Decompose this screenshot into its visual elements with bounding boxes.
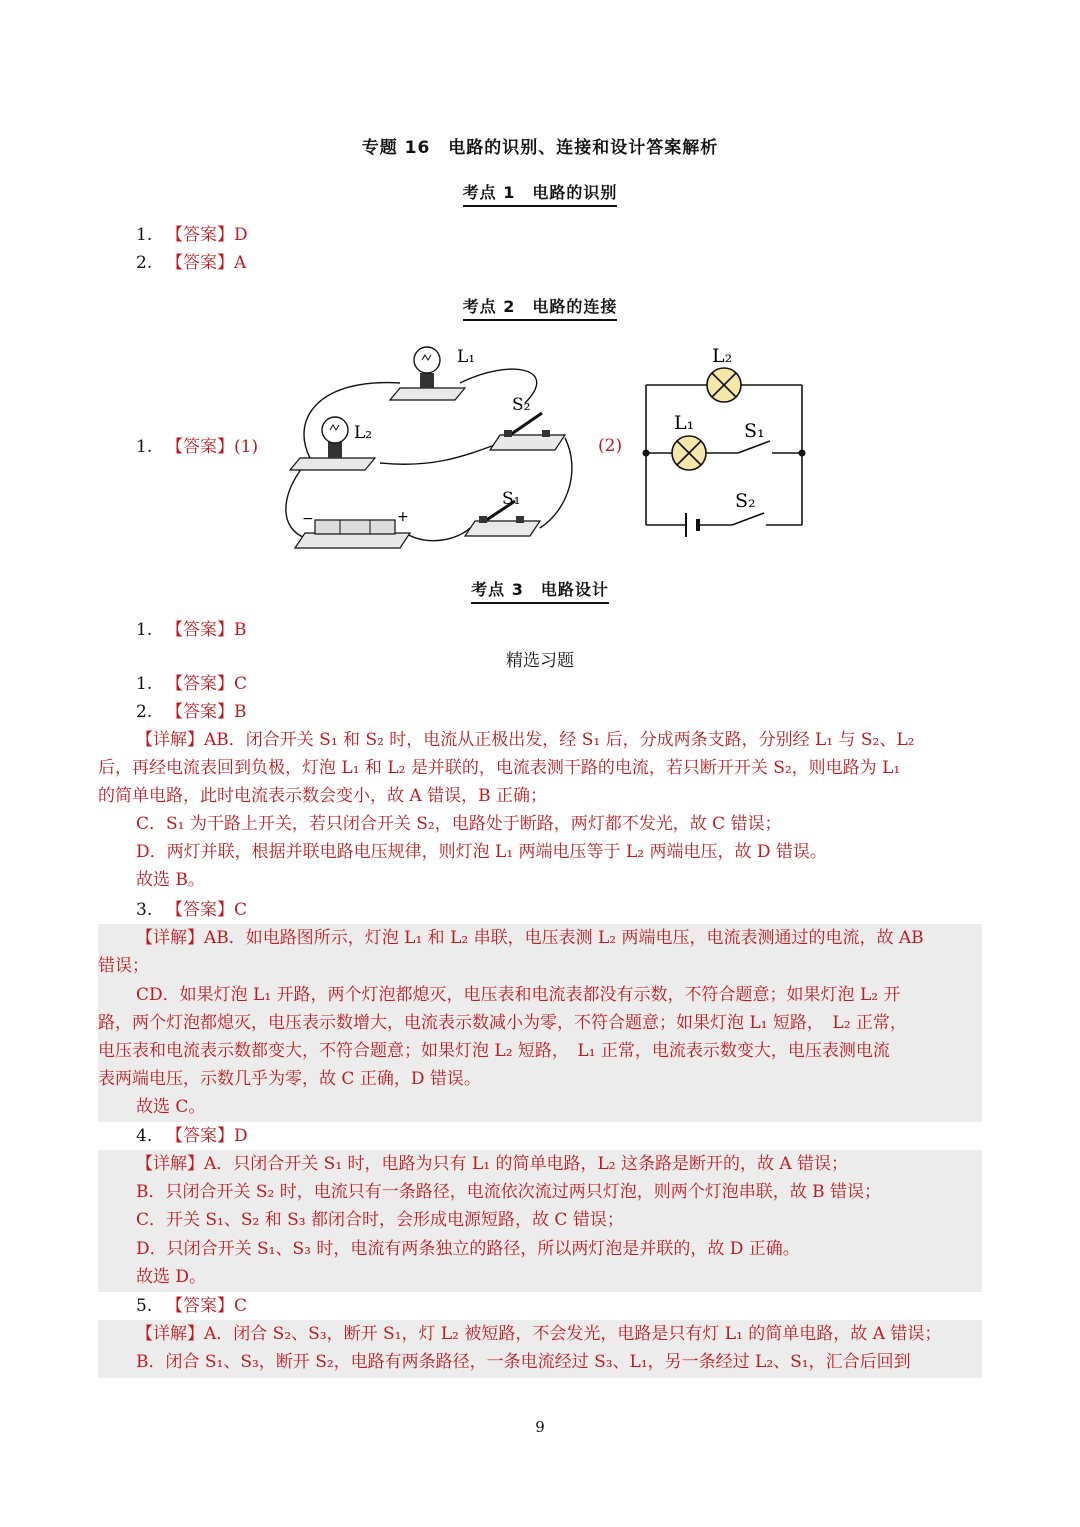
section-2-text: 考点 2 电路的连接 xyxy=(463,297,618,321)
explanation-line: C．S₁ 为干路上开关，若只闭合开关 S₂，电路处于断路，两灯都不发光，故 C 错误； xyxy=(136,814,782,834)
lamp-L2-symbol xyxy=(707,368,741,402)
explanation-line: 【详解】AB．闭合开关 S₁ 和 S₂ 时，电流从正极出发，经 S₁ 后，分成两条支路，分别经 L₁ 与 S₂、L₂ xyxy=(136,730,915,750)
section-heading-3 xyxy=(0,577,1080,600)
item-number: 1. xyxy=(136,620,153,640)
wire xyxy=(405,528,470,541)
explanation-line: B．只闭合开关 S₂ 时，电流只有一条路径，电流依次流过两只灯泡，则两个灯泡串联，故 B 错误； xyxy=(136,1182,882,1202)
answer-text: 【答案】D xyxy=(166,1126,248,1146)
answer-text: 【答案】(1) xyxy=(166,437,259,457)
label-L1: L₁ xyxy=(457,347,476,367)
explanation-line: 电压表和电流表示数都变大，不符合题意；如果灯泡 L₂ 短路， L₁ 正常，电流表示数变大，电压表测电流 xyxy=(98,1041,890,1061)
answer-text: 【答案】D xyxy=(166,225,248,245)
item-number: 3. xyxy=(136,900,153,920)
section-3-text: 考点 3 电路设计 xyxy=(471,580,609,604)
junction-dot xyxy=(799,450,806,457)
explanation-line: D．两灯并联，根据并联电路电压规律，则灯泡 L₁ 两端电压等于 L₂ 两端电压，故 D 错误。 xyxy=(136,842,827,862)
wire xyxy=(540,438,572,528)
wire xyxy=(286,468,305,538)
section-heading-2 xyxy=(0,294,1080,317)
explanation-line: 的简单电路，此时电流表示数会变小，故 A 错误，B 正确； xyxy=(98,786,547,806)
explanation-line: C．开关 S₁、S₂ 和 S₃ 都闭合时，会形成电源短路，故 C 错误； xyxy=(136,1210,624,1230)
section-1-text: 考点 1 电路的识别 xyxy=(463,183,618,207)
explanation-line: 故选 B。 xyxy=(136,870,205,890)
label-S2: S₂ xyxy=(735,490,756,512)
answer-text: 【答案】C xyxy=(166,674,248,694)
switch-S1-lever xyxy=(738,441,770,453)
answer-text: 【答案】C xyxy=(166,900,248,920)
answer-text: 【答案】B xyxy=(166,620,247,640)
lamp-L1-symbol xyxy=(672,436,706,470)
label-L1: L₁ xyxy=(674,412,695,434)
physical-circuit-figure xyxy=(280,338,580,553)
answer-line xyxy=(98,896,982,924)
answer-line xyxy=(98,1292,982,1320)
wire xyxy=(380,443,500,464)
page-number: 9 xyxy=(535,1418,545,1436)
answer-line xyxy=(98,670,982,698)
battery-plus: + xyxy=(397,509,409,525)
explanation-line: 表两端电压，示数几乎为零，故 C 正确，D 错误。 xyxy=(98,1069,481,1089)
explanation-line: D．只闭合开关 S₁、S₃ 时，电流有两条独立的路径，所以两灯泡是并联的，故 D 正确。 xyxy=(136,1239,800,1259)
explanation-line: 故选 C。 xyxy=(136,1097,206,1117)
answer-line xyxy=(98,249,982,277)
explanation-line: 故选 D。 xyxy=(136,1267,207,1287)
item-number: 5. xyxy=(136,1296,153,1316)
lamp-L1-board xyxy=(390,347,465,400)
answer-line xyxy=(98,616,982,644)
label-S1: S₁ xyxy=(744,420,765,442)
explanation-line: B．闭合 S₁、S₃，断开 S₂，电路有两条路径，一条电流经过 S₃、L₁，另一条经过 L₂、S₁，汇合后回到 xyxy=(136,1352,911,1372)
page-title: 专题 16 电路的识别、连接和设计答案解析 xyxy=(361,138,719,158)
item-number: 4. xyxy=(136,1126,153,1146)
item-number: 2. xyxy=(136,253,153,273)
item-number: 2. xyxy=(136,702,153,722)
explanation-line: 错误； xyxy=(98,956,149,976)
explanation-line: CD．如果灯泡 L₁ 开路，两个灯泡都熄灭，电压表和电流表都没有示数，不符合题意；如果灯泡 L₂ 开 xyxy=(136,985,901,1005)
switch-S2-board xyxy=(490,413,565,450)
explanation-line: 【详解】AB．如电路图所示，灯泡 L₁ 和 L₂ 串联，电压表测 L₂ 两端电压，电流表测通过的电流，故 AB xyxy=(136,928,924,948)
answer-line xyxy=(98,1122,982,1150)
switch-S2-lever xyxy=(732,513,764,525)
junction-dot xyxy=(643,450,650,457)
answer-text: 【答案】A xyxy=(166,253,247,273)
explanation-line: 【详解】A．闭合 S₂、S₃，断开 S₁，灯 L₂ 被短路，不会发光，电路是只有灯 L₁ 的简单电路，故 A 错误； xyxy=(136,1324,942,1344)
battery-minus: − xyxy=(302,511,314,527)
item-number: 1. xyxy=(136,437,153,457)
label-L2: L₂ xyxy=(712,345,733,367)
item-number: 1. xyxy=(136,674,153,694)
answer-line xyxy=(98,698,982,726)
label-L2: L₂ xyxy=(354,423,373,443)
explanation-line: 路，两个灯泡都熄灭，电压表示数增大，电流表示数减小为零，不符合题意；如果灯泡 L₁ 短路， L₂ 正常， xyxy=(98,1013,907,1033)
schematic-circuit-figure xyxy=(640,345,815,545)
practice-heading: 精选习题 xyxy=(506,651,574,671)
item-number: 1. xyxy=(136,225,153,245)
label-S1: S₁ xyxy=(502,489,521,509)
answer-text: 【答案】B xyxy=(166,702,247,722)
section-heading-1 xyxy=(0,180,1080,203)
label-S2: S₂ xyxy=(512,395,531,415)
explanation-line: 后，再经电流表回到负极，灯泡 L₁ 和 L₂ 是并联的，电流表测干路的电流，若只断开开关 S₂，则电路为 L₁ xyxy=(98,758,901,778)
explanation-line: 【详解】A．只闭合开关 S₁ 时，电路为只有 L₁ 的简单电路，L₂ 这条路是断开的，故 A 错误； xyxy=(136,1154,849,1174)
answer-part-2-label: (2) xyxy=(598,436,623,456)
answer-line xyxy=(98,221,982,249)
wire xyxy=(304,383,400,458)
answer-text: 【答案】C xyxy=(166,1296,248,1316)
